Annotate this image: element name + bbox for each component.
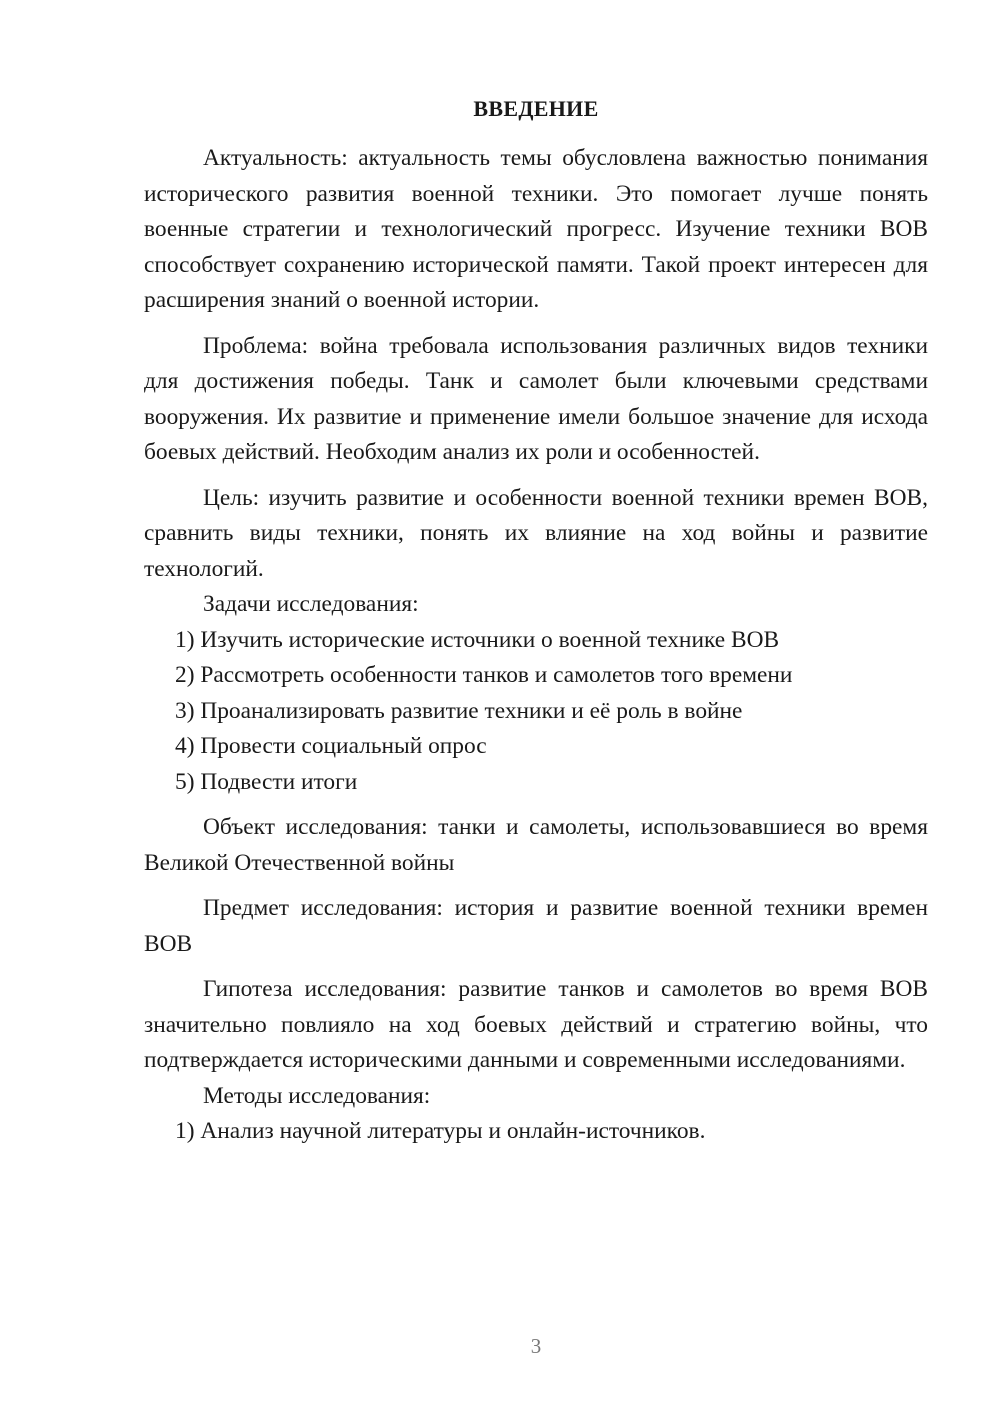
task-item: 3) Проанализировать развитие техники и её роль в войне <box>175 697 743 724</box>
object-paragraph: Объект исследования: танки и самолеты, использовавшиеся во время Великой Отечественной войны <box>144 814 928 876</box>
section-title: ВВЕДЕНИЕ <box>473 96 599 121</box>
problem-paragraph: Проблема: война требовала использования различных видов техники для достижения победы. Танк и самолет были ключевыми средствами вооружения. Их развитие и применение имели большое значение для исхода боевых действий. Необходим анализ их роли и особенностей. <box>144 332 928 465</box>
goal-paragraph: Цель: изучить развитие и особенности военной техники времен ВОВ, сравнить виды техники, понять их влияние на ход войны и развитие технологий. <box>144 484 928 582</box>
methods-heading: Методы исследования: <box>203 1082 431 1109</box>
task-item: 1) Изучить исторические источники о военной технике ВОВ <box>175 626 780 653</box>
subject-paragraph: Предмет исследования: история и развитие военной техники времен ВОВ <box>144 895 928 957</box>
hypothesis-paragraph: Гипотеза исследования: развитие танков и самолетов во время ВОВ значительно повлияло на ход боевых действий и стратегию войны, что подтверждается историческими данными и современными исследованиями. <box>144 976 928 1073</box>
page-number: 3 <box>530 1334 542 1358</box>
task-item: 4) Провести социальный опрос <box>175 733 487 759</box>
method-item: 1) Анализ научной литературы и онлайн-источников. <box>175 1118 706 1144</box>
tasks-heading: Задачи исследования: <box>203 591 419 617</box>
document-body <box>144 141 928 1150</box>
relevance-paragraph: Актуальность: актуальность темы обусловлена важностью понимания исторического развития военной техники. Это помогает лучше понять военные стратегии и технологический прогресс. Изучение техники ВОВ способствует сохранению исторической памяти. Такой проект интересен для расширения знаний о военной истории. <box>144 145 928 313</box>
task-item: 5) Подвести итоги <box>175 768 358 795</box>
task-item: 2) Рассмотреть особенности танков и самолетов того времени <box>175 662 793 688</box>
